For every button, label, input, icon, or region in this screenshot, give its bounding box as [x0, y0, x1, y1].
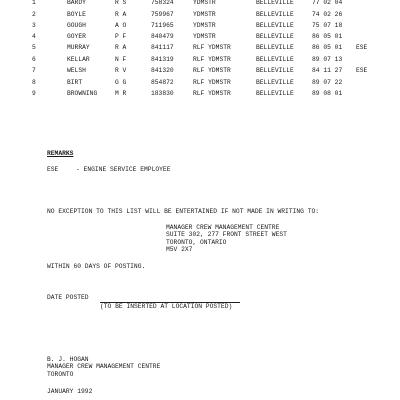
employee-initials: G G — [115, 79, 127, 86]
employee-initials: R S — [115, 0, 127, 6]
seniority-date: 86 05 01 — [312, 33, 343, 40]
employee-location: BELLEVILLE — [256, 22, 294, 29]
employee-name: BIRT — [67, 79, 83, 86]
seniority-date: 89 08 01 — [312, 90, 343, 97]
signature-name: B. J. HOGAN — [47, 356, 89, 363]
employee-id: 841320 — [151, 67, 174, 74]
employee-name: GOUGH — [67, 22, 86, 29]
employee-location: BELLEVILLE — [256, 79, 294, 86]
employee-name: BROWNING — [67, 90, 98, 97]
remarks-heading: REMARKS — [47, 150, 74, 157]
table-row — [0, 23, 400, 32]
employee-location: BELLEVILLE — [256, 67, 294, 74]
row-number: 4 — [32, 33, 36, 40]
seniority-date: 77 02 04 — [312, 0, 343, 6]
employee-id: 758324 — [151, 0, 174, 6]
row-number: 6 — [32, 56, 36, 63]
employee-position: RLF YDMSTR — [193, 90, 231, 97]
employee-id: 183830 — [151, 90, 174, 97]
employee-position: YDMSTR — [193, 33, 216, 40]
employee-initials: R A — [115, 44, 127, 51]
employee-initials: A O — [115, 22, 127, 29]
seniority-date: 75 07 18 — [312, 22, 343, 29]
signature-title: MANAGER CREW MANAGEMENT CENTRE — [47, 363, 161, 370]
signature-date: JANUARY 1992 — [47, 388, 93, 395]
employee-name: MURRAY — [67, 44, 90, 51]
address-line-1: MANAGER CREW MANAGEMENT CENTRE — [166, 224, 280, 231]
employee-id: 759967 — [151, 11, 174, 18]
row-number: 2 — [32, 11, 36, 18]
employee-initials: N F — [115, 56, 127, 63]
employee-id: 711965 — [151, 22, 174, 29]
table-row — [0, 0, 400, 9]
row-number: 1 — [32, 0, 36, 6]
signature-city: TORONTO — [47, 371, 74, 378]
table-row — [0, 34, 400, 43]
table-row — [0, 45, 400, 54]
address-line-2: SUITE 302, 277 FRONT STREET WEST — [166, 231, 287, 238]
address-line-4: M5V 2X7 — [166, 246, 193, 253]
notice-deadline: WITHIN 60 DAYS OF POSTING. — [47, 263, 146, 270]
date-posted-note: (TO BE INSERTED AT LOCATION POSTED) — [100, 303, 233, 310]
row-number: 3 — [32, 22, 36, 29]
seniority-date: 74 02 26 — [312, 11, 343, 18]
table-row — [0, 57, 400, 66]
employee-location: BELLEVILLE — [256, 33, 294, 40]
date-posted-label: DATE POSTED — [47, 294, 89, 301]
row-number: 9 — [32, 90, 36, 97]
seniority-date: 84 11 27 — [312, 67, 343, 74]
remark-code: ESE — [356, 44, 368, 51]
table-row — [0, 12, 400, 21]
address-line-3: TORONTO, ONTARIO — [166, 239, 227, 246]
employee-position: YDMSTR — [193, 22, 216, 29]
row-number: 5 — [32, 44, 36, 51]
employee-location: BELLEVILLE — [256, 44, 294, 51]
remark-code: ESE — [356, 67, 368, 74]
employee-position: RLF YDMSTR — [193, 44, 231, 51]
remarks-code: ESE — [47, 166, 59, 173]
notice-text: NO EXCEPTION TO THIS LIST WILL BE ENTERTAINED IF NOT MADE IN WRITING TO: — [47, 208, 320, 215]
row-number: 8 — [32, 79, 36, 86]
employee-id: 841319 — [151, 56, 174, 63]
employee-name: GOYER — [67, 33, 86, 40]
employee-position: RLF YDMSTR — [193, 56, 231, 63]
seniority-date: 89 07 22 — [312, 79, 343, 86]
employee-position: YDMSTR — [193, 11, 216, 18]
employee-position: RLF YDMSTR — [193, 67, 231, 74]
table-row — [0, 80, 400, 89]
employee-id: 841117 — [151, 44, 174, 51]
employee-name: WELSH — [67, 67, 86, 74]
employee-initials: M R — [115, 90, 127, 97]
remarks-definition: - ENGINE SERVICE EMPLOYEE — [76, 166, 171, 173]
table-row — [0, 68, 400, 77]
employee-location: BELLEVILLE — [256, 90, 294, 97]
table-row — [0, 91, 400, 100]
employee-position: RLF YDMSTR — [193, 79, 231, 86]
employee-initials: P F — [115, 33, 127, 40]
employee-id: 840479 — [151, 33, 174, 40]
employee-name: BOYLE — [67, 11, 86, 18]
employee-location: BELLEVILLE — [256, 56, 294, 63]
employee-initials: R V — [115, 67, 127, 74]
employee-id: 854872 — [151, 79, 174, 86]
seniority-date: 89 07 13 — [312, 56, 343, 63]
row-number: 7 — [32, 67, 36, 74]
employee-name: KELLAR — [67, 56, 90, 63]
employee-position: YDMSTR — [193, 0, 216, 6]
employee-name: BARDY — [67, 0, 86, 6]
seniority-date: 86 05 01 — [312, 44, 343, 51]
employee-initials: R A — [115, 11, 127, 18]
employee-location: BELLEVILLE — [256, 11, 294, 18]
employee-location: BELLEVILLE — [256, 0, 294, 6]
